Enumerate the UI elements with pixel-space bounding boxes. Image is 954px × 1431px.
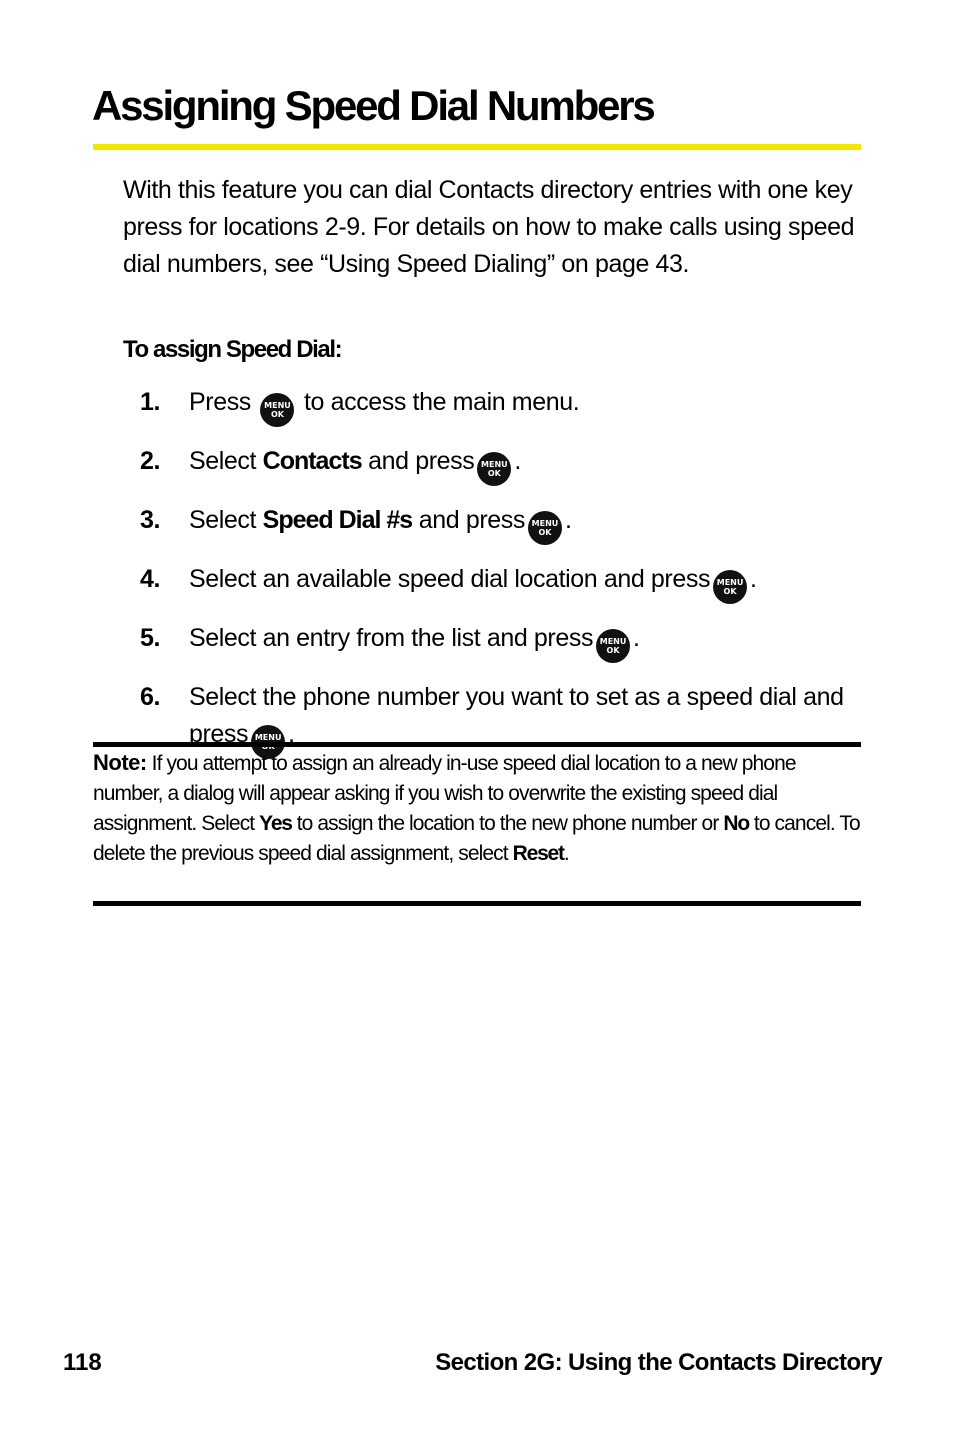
ui-term-speed-dial: Speed Dial #s <box>262 506 413 534</box>
note-segment: to cancel. To delete the previous speed dial assignment, select <box>93 812 860 865</box>
step-number: 6. <box>140 683 161 711</box>
title-underline <box>93 144 861 150</box>
step-text: and press <box>368 447 475 475</box>
step-text: Select <box>189 447 257 475</box>
step-text: . <box>564 506 572 534</box>
page-number: 118 <box>63 1349 102 1376</box>
intro-paragraph: With this feature you can dial Contacts directory entries with one key press for locations 2-9. For details on how to make calls using speed dial numbers, see “Using Speed Dialing” on page 43. <box>123 176 855 278</box>
ui-term-reset: Reset <box>512 842 564 865</box>
menu-ok-key-icon: MENU OK <box>528 511 562 545</box>
step-text: . <box>514 447 521 475</box>
step-2 <box>140 443 865 486</box>
step-4 <box>140 561 865 604</box>
menu-ok-key-icon: MENU OK <box>713 570 747 604</box>
step-1 <box>140 384 865 427</box>
step-text: Select an entry from the list and press <box>189 624 594 652</box>
note-box <box>93 742 861 906</box>
note-segment: to assign the location to the new phone number or <box>296 812 719 835</box>
step-text: . <box>633 624 640 652</box>
ui-term-contacts: Contacts <box>262 447 362 475</box>
step-text: to access the main menu. <box>304 388 580 416</box>
step-number: 4. <box>140 565 161 593</box>
ui-term-no: No <box>723 812 749 835</box>
note-text <box>93 748 861 869</box>
step-number: 3. <box>140 506 161 534</box>
section-footer: Section 2G: Using the Contacts Directory <box>435 1349 882 1376</box>
menu-ok-key-icon: MENU OK <box>477 452 511 486</box>
step-number: 2. <box>140 447 161 475</box>
page-title: Assigning Speed Dial Numbers <box>92 82 654 129</box>
procedure-heading: To assign Speed Dial: <box>123 336 342 363</box>
step-text: and press <box>418 506 525 534</box>
step-text: . <box>750 565 757 593</box>
step-text: Press <box>189 388 251 416</box>
step-number: 1. <box>140 388 161 416</box>
note-segment: If you attempt to assign an already in-use speed dial location to a new phone number, a dialog will appear asking if you wish to overwrite the existing speed dial assignment. Select <box>93 752 796 835</box>
step-3 <box>140 502 865 545</box>
ui-term-yes: Yes <box>259 812 292 835</box>
note-segment: . <box>563 842 569 865</box>
menu-ok-key-icon: MENU OK <box>260 393 294 427</box>
step-number: 5. <box>140 624 161 652</box>
step-text: Select the phone number you want to set as a speed dial and press <box>189 683 844 748</box>
step-5 <box>140 620 865 663</box>
note-label: Note: <box>93 750 147 775</box>
steps-list <box>140 384 865 775</box>
menu-ok-key-icon: MENU OK <box>251 725 285 759</box>
step-text: . <box>288 720 295 748</box>
step-text: Select an available speed dial location and press <box>189 565 711 593</box>
menu-ok-key-icon: MENU OK <box>596 629 630 663</box>
step-text: Select <box>189 506 257 534</box>
